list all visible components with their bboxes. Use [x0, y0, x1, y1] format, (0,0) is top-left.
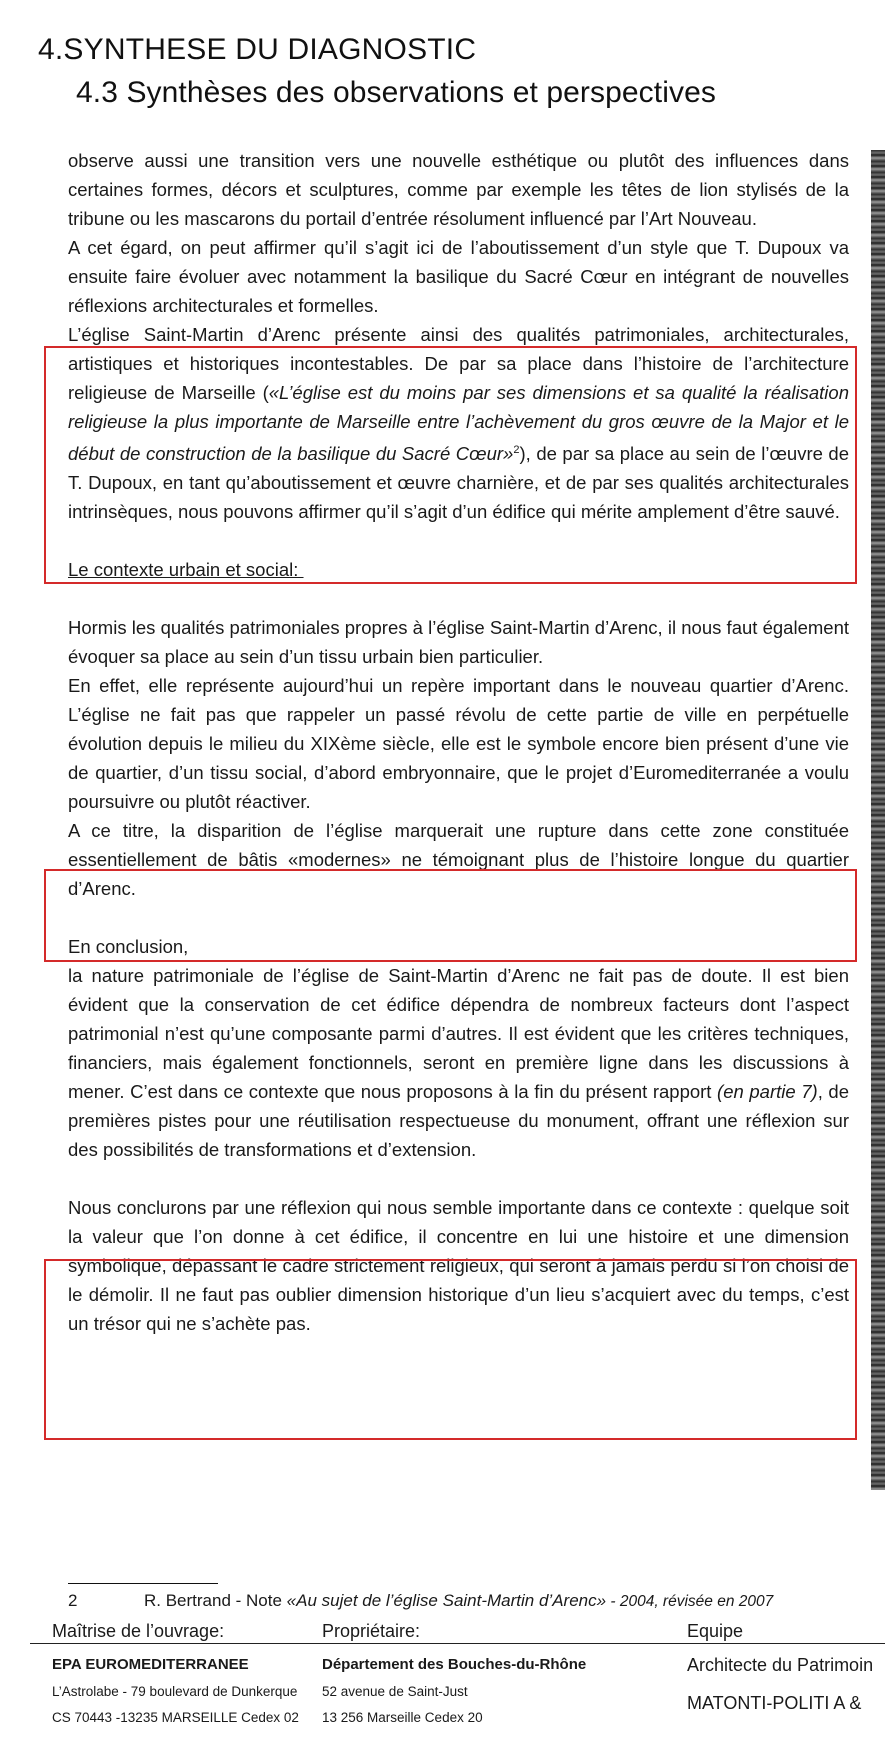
- part-reference: (en partie 7): [717, 1081, 818, 1103]
- subsection-title: 4.3 Synthèses des observations et perspectives: [76, 76, 716, 109]
- paragraph-conclusion-intro: En conclusion,: [68, 936, 189, 958]
- footnote: [68, 1590, 773, 1613]
- footnote-title: «Au sujet de l’église Saint-Martin d’Arenc»: [286, 1591, 607, 1610]
- footnote-author: R. Bertrand - Note: [144, 1591, 287, 1610]
- owner-label: Maîtrise de l’ouvrage:: [52, 1621, 225, 1641]
- section-title: 4.SYNTHESE DU DIAGNOSTIC: [38, 33, 477, 66]
- team-line1: Architecte du Patrimoin: [687, 1655, 874, 1675]
- section-heading-urban-context: Le contexte urbain et social:: [68, 559, 304, 581]
- paragraph-conclusion: [68, 961, 849, 1164]
- team-label: Equipe: [687, 1621, 744, 1641]
- quote-bertrand: «L’église est du moins par ses dimensions et sa qualité la réalisation religieuse la plus importante de Marseille entre l’achèvement du gros œuvre de la Major et le début de construction de la basilique du Sacré Cœur»: [68, 382, 849, 465]
- paragraph-dupoux-style: A cet égard, on peut affirmer qu’il s’agit ici de l’aboutissement d’un style que T. Dupoux va ensuite faire évoluer avec notamment la basilique du Sacré Cœur en intégrant de nouvelles réflexions architecturales et formelles.: [68, 237, 849, 316]
- paragraph-urban-fabric: Hormis les qualités patrimoniales propres à l’église Saint-Martin d’Arenc, il nous faut également évoquer sa place au sein d’un tissu urbain bien particulier.: [68, 617, 849, 668]
- paragraph-heritage-end: ), de par sa place au sein de l’œuvre de T. Dupoux, en tant qu’aboutissement et œuvre charnière, et de par ses qualités architecturales intrinsèques, nous pouvons affirmer qu’il s’agit d’un édifice qui mérite amplement d’être sauvé.: [68, 443, 850, 523]
- paragraph-landmark: En effet, elle représente aujourd’hui un repère important dans le nouveau quartier d’Arenc. L’église ne fait pas que rappeler un passé révolu de cette partie de ville en perpétuelle évolution depuis le milieu du XIXème siècle, elle est le symbole encore bien présent d’une vie de quartier, d’un tissu social, d’abord embryonnaire, que le projet d’Euromediterranée a voulu poursuivre ou plutôt réactiver.: [68, 675, 849, 813]
- proprietor-address-line2: 13 256 Marseille Cedex 20: [322, 1710, 483, 1725]
- footer-team: [687, 1620, 885, 1714]
- owner-address: [52, 1679, 299, 1731]
- paragraph-conclusion-end: , de premières pistes pour une réutilisation respectueuse du monument, offrant une réflexion sur des possibilités de transformations et d’extension.: [68, 1081, 850, 1161]
- paragraph-rupture: A ce titre, la disparition de l’église marquerait une rupture dans cette zone constituée essentiellement de bâtis «modernes» ne témoignant plus de l’histoire longue du quartier d’Arenc.: [68, 820, 849, 900]
- body-text: [68, 146, 849, 1338]
- team-line2: MATONTI-POLITI A &: [687, 1693, 862, 1713]
- footnote-divider: [68, 1583, 218, 1584]
- paragraph-heritage-start: L’église Saint-Martin d’Arenc présente ainsi des qualités patrimoniales, architecturales, artistiques et historiques incontestables. De par sa place dans l’histoire de l’architecture religieuse de Marseille (: [68, 324, 849, 403]
- proprietor-label: Propriétaire:: [322, 1621, 421, 1641]
- paragraph-transition: observe aussi une transition vers une nouvelle esthétique ou plutôt des influences dans certaines formes, décors et sculptures, comme par exemple les têtes de lion stylisés de la tribune ou les mascarons du portail d’entrée résolument influencé par l’Art Nouveau.: [68, 150, 849, 229]
- highlight-box-heritage: [44, 346, 857, 584]
- paragraph-final-reflection: Nous conclurons par une réflexion qui nous semble importante dans ce contexte : quelque soit la valeur que l’on donne à cet édifice, il concentre en lui une histoire et une dimension symbolique, dépassant le cadre strictement religieux, qui seront à jamais perdu si l’on choisi de le démolir. Il ne faut pas oublier dimension historique d’un lieu s’acquiert avec du temps, c’est un trésor qui ne s’achète pas.: [68, 1197, 849, 1335]
- owner-address-line2: CS 70443 -13235 MARSEILLE Cedex 02: [52, 1710, 299, 1725]
- highlight-box-rupture: [44, 869, 857, 962]
- owner-name: EPA EUROMEDITERRANEE: [52, 1656, 249, 1673]
- footnote-date: - 2004, révisée en 2007: [606, 1593, 774, 1610]
- footer-owner: [52, 1620, 299, 1731]
- proprietor-address-line1: 52 avenue de Saint-Just: [322, 1684, 468, 1699]
- owner-address-line1: L’Astrolabe - 79 boulevard de Dunkerque: [52, 1684, 298, 1699]
- footnote-ref: 2: [513, 444, 520, 456]
- footnote-number: 2: [68, 1591, 78, 1610]
- highlight-box-reflection: [44, 1259, 857, 1440]
- footer-proprietor: [322, 1620, 586, 1731]
- edge-photo-strip: [871, 150, 885, 1490]
- proprietor-address: [322, 1679, 586, 1731]
- proprietor-name: Département des Bouches-du-Rhône: [322, 1656, 587, 1673]
- paragraph-conclusion-start: la nature patrimoniale de l’église de Saint-Martin d’Arenc ne fait pas de doute. Il est bien évident que la conservation de cet édifice dépendra de nombreux facteurs dont l’aspect patrimonial n’est qu’une composante parmi d’autres. Il est évident que les critères techniques, financiers, mais également fonctionnels, seront en première ligne dans les discussions à mener. C’est dans ce contexte que nous proposons à la fin du présent rapport: [68, 965, 849, 1103]
